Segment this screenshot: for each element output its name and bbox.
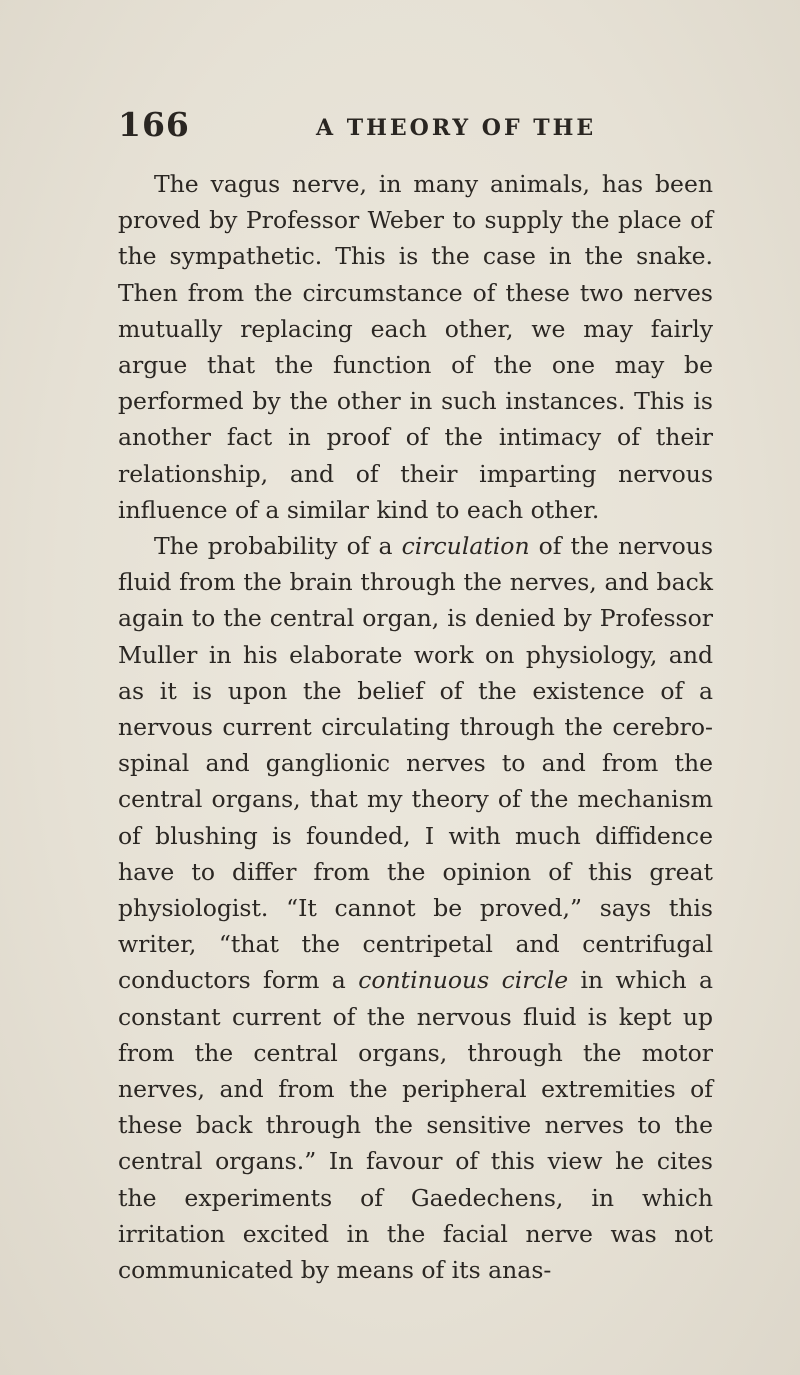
paragraph-1 — [118, 166, 713, 528]
paragraph-2-segment-5: in which a constant current of the nervous fluid is kept up from the central organs, through the motor nerves, and from the peripheral extremities of these back through the sensitive nerves to the central organs.” In favour of this view he cites the experiments of Gaedechens, in which irritation excited in the facial nerve was not communicated by means of its anas- — [118, 966, 714, 1285]
running-head-title: A THEORY OF THE — [316, 115, 597, 141]
body-text — [118, 166, 713, 1288]
running-head — [118, 105, 718, 145]
italic-circulation: circulation — [401, 532, 530, 561]
paragraph-2 — [118, 528, 713, 1288]
italic-continuous-circle: continuous circle — [358, 966, 569, 995]
paragraph-2-segment-1: The probability of a — [154, 532, 402, 561]
paragraph-1-text: The vagus nerve, in many animals, has been proved by Professor Weber to supply the place of the sympathetic. This is the case in the snake. Then from the circumstance of these two nerves mutually replacing each other, we may fairly argue that the function of the one may be performed by the other in such instances. This is another fact in proof of the intimacy of their relationship, and of their imparting nervous influence of a similar kind to each other. — [118, 170, 713, 524]
page-number: 166 — [118, 105, 190, 144]
paragraph-2-segment-3: of the nervous fluid from the brain through the nerves, and back again to the central organ, is denied by Professor Muller in his elaborate work on physiology, and as it is upon the belief of the existence of a nervous current circulating through the cerebro-spinal and ganglionic nerves to and from the central organs, that my theory of the mechanism of blushing is founded, I with much diffidence have to differ from the opinion of this great physiologist. “It cannot be proved,” says this writer, “that the centripetal and centrifugal conductors form a — [118, 532, 713, 995]
